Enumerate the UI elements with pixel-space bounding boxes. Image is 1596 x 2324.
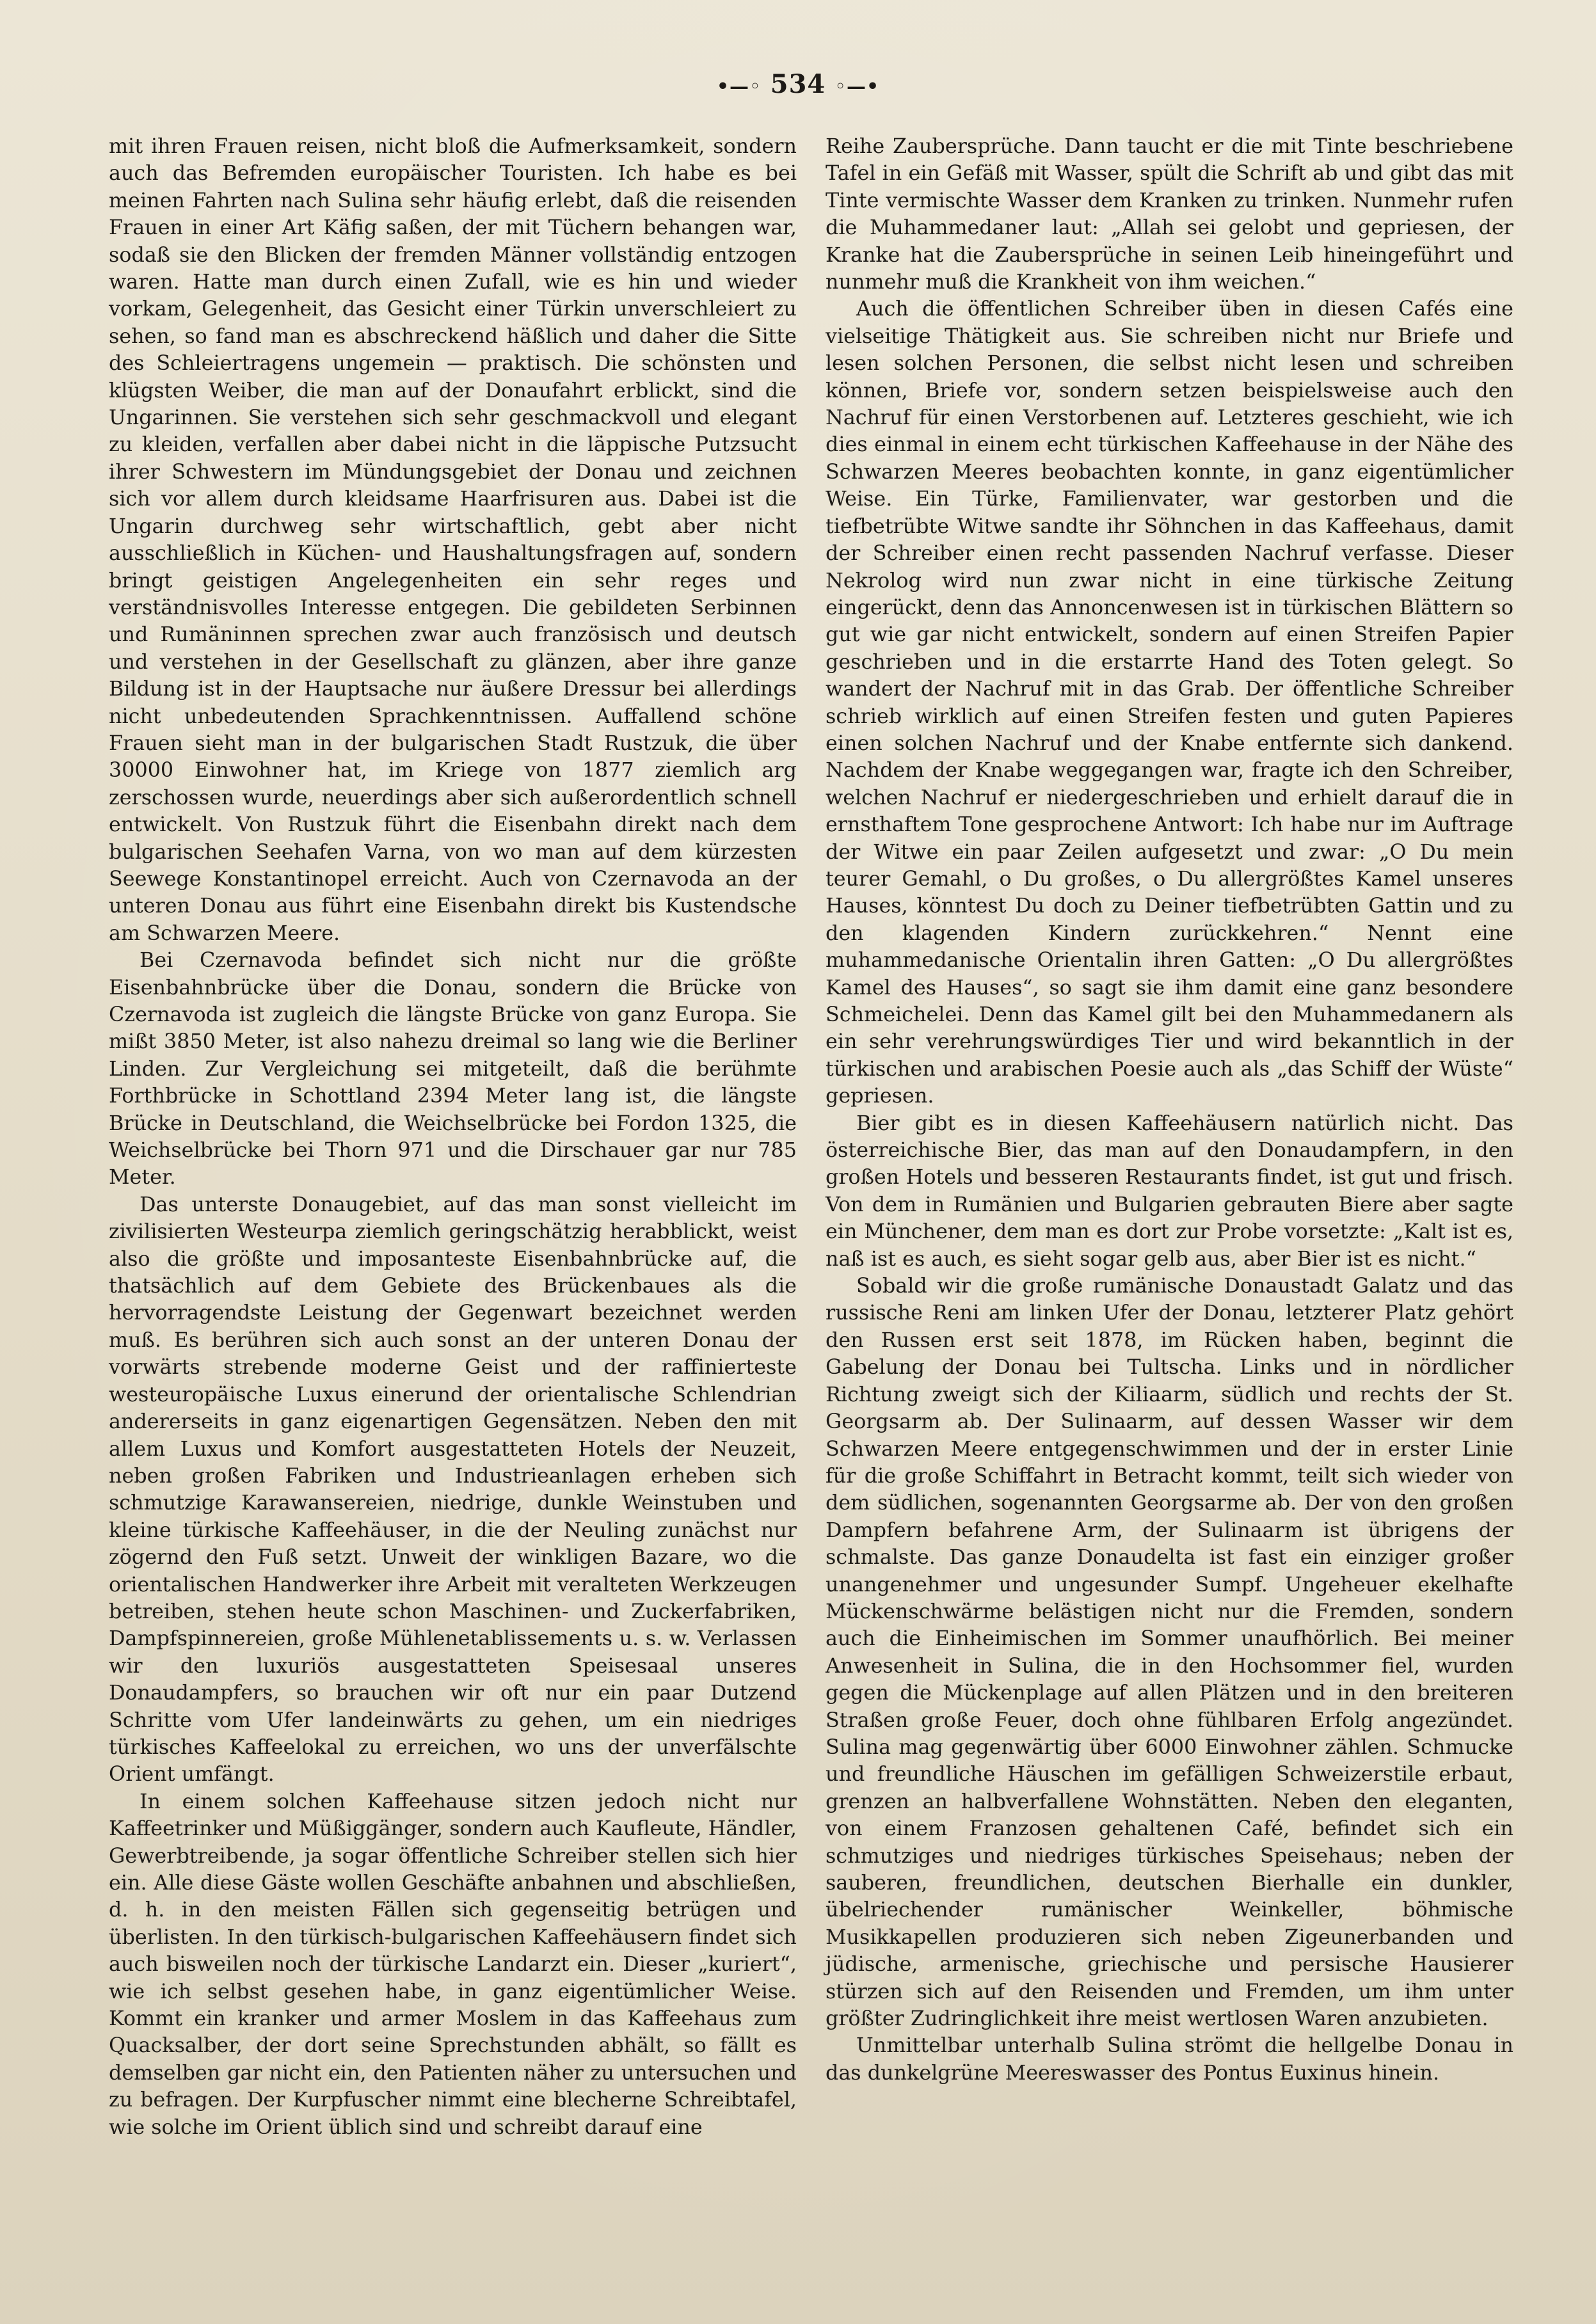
right-column: [826, 133, 1513, 2087]
page-number: 534: [770, 69, 826, 99]
paragraph: Reihe Zaubersprüche. Dann taucht er die mit Tinte beschriebene Tafel in ein Gefäß mit Wasser, spült die Schrift ab und gibt das mit Tinte vermischte Wasser dem Kranken zu trinken. Nunmehr rufen die Muhammedaner laut: „Allah sei gelobt und gepriesen, der Kranke hat die Zaubersprüche in seinen Leib hineingeführt und nunmehr muß die Krankheit von ihm weichen.“: [826, 134, 1513, 294]
paragraph: Sobald wir die große rumänische Donaustadt Galatz und das russische Reni am linken Ufer der Donau, letzterer Platz gehört den Russen erst seit 1878, im Rücken haben, beginnt die Gabelung der Donau bei Tultscha. Links und in nördlicher Richtung zweigt sich der Kiliaarm, südlich und rechts der St. Georgsarm ab. Der Sulinaarm, auf dessen Wasser wir dem Schwarzen Meere entgegenschwimmen und der in erster Linie für die große Schiffahrt in Betracht kommt, teilt sich wieder von dem südlichen, sogenannten Georgsarme ab. Der von den großen Dampfern befahrene Arm, der Sulinaarm ist übrigens der schmalste. Das ganze Donaudelta ist fast ein einziger großer unangenehmer und ungesunder Sumpf. Ungeheuer ekelhafte Mückenschwärme belästigen nicht nur die Fremden, sondern auch die Einheimischen im Sommer unaufhörlich. Bei meiner Anwesenheit in Sulina, die in den Hochsommer fiel, wurden gegen die Mückenplage auf allen Plätzen und in den breiteren Straßen große Feuer, doch ohne fühlbaren Erfolg angezündet. Sulina mag gegenwärtig über 6000 Einwohner zählen. Schmucke und freundliche Häuschen im gefälligen Schweizerstile erbaut, grenzen an halbverfallene Wohnstätten. Neben den eleganten, von einem Franzosen gehaltenen Café, befindet sich ein schmutziges und niedriges türkisches Speisehaus; neben der sauberen, freundlichen, deutschen Bierhalle ein dunkler, übelriechender rumänischer Weinkeller, böhmische Musikkapellen produzieren sich neben Zigeunerbanden und jüdische, armenische, griechische und persische Hausierer stürzen sich auf den Reisenden und Fremden, um ihm unter größter Zudringlichkeit ihre meist wertlosen Waren anzubieten.: [826, 1274, 1513, 2031]
paragraph: Das unterste Donaugebiet, auf das man sonst vielleicht im zivilisierten Westeurpa ziemlich geringschätzig herabblickt, weist also die größte und imposanteste Eisenbahnbrücke auf, die thatsächlich auf dem Gebiete des Brückenbaues als die hervorragendste Leistung der Gegenwart bezeichnet werden muß. Es berühren sich auch sonst an der unteren Donau der vorwärts strebende moderne Geist und der raffinierteste westeuropäische Luxus einerund der orientalische Schlendrian andererseits in ganz eigenartigen Gegensätzen. Neben den mit allem Luxus und Komfort ausgestatteten Hotels der Neuzeit, neben großen Fabriken und Industrieanlagen erheben sich schmutzige Karawansereien, niedrige, dunkle Weinstuben und kleine türkische Kaffeehäuser, in die der Neuling zunächst nur zögernd den Fuß setzt. Unweit der winkligen Bazare, wo die orientalischen Handwerker ihre Arbeit mit veralteten Werkzeugen betreiben, stehen heute schon Maschinen- und Zuckerfabriken, Dampfspinnereien, große Mühlenetablissements u. s. w. Verlassen wir den luxuriös ausgestatteten Speisesaal unseres Donaudampfers, so brauchen wir oft nur ein paar Dutzend Schritte vom Ufer landeinwärts zu gehen, um ein niedriges türkisches Kaffeelokal zu erreichen, wo uns der unverfälschte Orient umfängt.: [109, 1192, 797, 1787]
page-header: [0, 69, 1596, 99]
paragraph: mit ihren Frauen reisen, nicht bloß die Aufmerksamkeit, sondern auch das Befremden europäischer Touristen. Ich habe es bei meinen Fahrten nach Sulina sehr häufig erlebt, daß die reisenden Frauen in einer Art Käfig saßen, der mit Tüchern behangen war, sodaß sie den Blicken der fremden Männer vollständig entzogen waren. Hatte man durch einen Zufall, wie es hin und wieder vorkam, Gelegenheit, das Gesicht einer Türkin unverschleiert zu sehen, so fand man es abschreckend häßlich und daher die Sitte des Schleiertragens ungemein — praktisch. Die schönsten und klügsten Weiber, die man auf der Donaufahrt erblickt, sind die Ungarinnen. Sie verstehen sich sehr geschmackvoll und elegant zu kleiden, verfallen aber dabei nicht in die läppische Putzsucht ihrer Schwestern im Mündungsgebiet der Donau und zeichnen sich vor allem durch kleidsame Haarfrisuren aus. Dabei ist die Ungarin durchweg sehr wirtschaftlich, gebt aber nicht ausschließlich in Küchen- und Haushaltungsfragen auf, sondern bringt geistigen Angelegenheiten ein sehr reges und verständnisvolles Interesse entgegen. Die gebildeten Serbinnen und Rumäninnen sprechen zwar auch französisch und deutsch und verstehen in der Gesellschaft zu glänzen, aber ihre ganze Bildung ist in der Hauptsache nur äußere Dressur bei allerdings nicht unbedeutenden Sprachkenntnissen. Auffallend schöne Frauen sieht man in der bulgarischen Stadt Rustzuk, die über 30000 Einwohner hat, im Kriege von 1877 ziemlich arg zerschossen wurde, neuerdings aber sich außerordentlich schnell entwickelt. Von Rustzuk führt die Eisenbahn direkt nach dem bulgarischen Seehafen Varna, von wo man auf dem kürzesten Seewege Konstantinopel erreicht. Auch von Czernavoda an der unteren Donau aus führt eine Eisenbahn direkt bis Kustendsche am Schwarzen Meere.: [109, 134, 797, 945]
left-column: [109, 133, 797, 2141]
paragraph: Auch die öffentlichen Schreiber üben in diesen Cafés eine vielseitige Thätigkeit aus. Sie schreiben nicht nur Briefe und lesen solchen Personen, die selbst nicht lesen und schreiben können, Briefe vor, sondern setzen beispielsweise auch den Nachruf für einen Verstorbenen auf. Letzteres geschieht, wie ich dies einmal in einem echt türkischen Kaffeehause in der Nähe des Schwarzen Meeres beobachten konnte, in ganz eigentümlicher Weise. Ein Türke, Familienvater, war gestorben und die tiefbetrübte Witwe sandte ihr Söhnchen in das Kaffeehaus, damit der Schreiber einen recht passenden Nachruf verfasse. Dieser Nekrolog wird nun zwar nicht in eine türkische Zeitung eingerückt, denn das Annoncenwesen ist in türkischen Blättern so gut wie gar nicht entwickelt, sondern auf einen Streifen Papier geschrieben und in die erstarrte Hand des Toten gelegt. So wandert der Nachruf mit in das Grab. Der öffentliche Schreiber schrieb wirklich auf einen Streifen festen und guten Papieres einen solchen Nachruf und der Knabe entfernte sich dankend. Nachdem der Knabe weggegangen war, fragte ich den Schreiber, welchen Nachruf er niedergeschrieben und erhielt darauf die in ernsthaftem Tone gesprochene Antwort: Ich habe nur im Auftrage der Witwe ein paar Zeilen aufgesetzt und zwar: „O Du mein teurer Gemahl, o Du großes, o Du allergrößtes Kamel unseres Hauses, könntest Du doch zu Deiner tiefbetrübten Gattin und zu den klagenden Kindern zurückkehren.“ Nennt eine muhammedanische Orientalin ihren Gatten: „O Du allergrößtes Kamel des Hauses“, so sagt sie ihm damit eine ganz besondere Schmeichelei. Denn das Kamel gilt bei den Muhammedanern als ein sehr verehrungswürdiges Tier und wird bekanntlich in der türkischen und arabischen Poesie auch als „das Schiff der Wüste“ gepriesen.: [826, 297, 1513, 1108]
paragraph: Bei Czernavoda befindet sich nicht nur die größte Eisenbahnbrücke über die Donau, sondern die Brücke von Czernavoda ist zugleich die längste Brücke von ganz Europa. Sie mißt 3850 Meter, ist also nahezu dreimal so lang wie die Berliner Linden. Zur Vergleichung sei mitgeteilt, daß die berühmte Forthbrücke in Schottland 2394 Meter lang ist, die längste Brücke in Deutschland, die Weichselbrücke bei Fordon 1325, die Weichselbrücke bei Thorn 971 und die Dirschauer gar nur 785 Meter.: [109, 948, 797, 1190]
paragraph: Unmittelbar unterhalb Sulina strömt die hellgelbe Donau in das dunkelgrüne Meereswasser des Pontus Euxinus hinein.: [826, 2034, 1513, 2085]
paragraph: In einem solchen Kaffeehause sitzen jedoch nicht nur Kaffeetrinker und Müßiggänger, sondern auch Kaufleute, Händler, Gewerbtreibende, ja sogar öffentliche Schreiber stellen sich hier ein. Alle diese Gäste wollen Geschäfte anbahnen und abschließen, d. h. in den meisten Fällen sich gegenseitig betrügen und überlisten. In den türkisch-bulgarischen Kaffeehäusern findet sich auch bisweilen noch der türkische Landarzt ein. Dieser „kuriert“, wie ich selbst gesehen habe, in ganz eigentümlicher Weise. Kommt ein kranker und armer Moslem in das Kaffeehaus zum Quacksalber, der dort seine Sprechstunden abhält, so fällt es demselben gar nicht ein, den Patienten näher zu untersuchen und zu befragen. Der Kurpfuscher nimmt eine blecherne Schreibtafel, wie solche im Orient üblich sind und schreibt darauf eine: [109, 1789, 797, 2139]
ornament-left: •—◦: [716, 75, 762, 98]
ornament-right: ◦—•: [834, 75, 880, 98]
paragraph: Bier gibt es in diesen Kaffeehäusern natürlich nicht. Das österreichische Bier, das man auf den Donaudampfern, in den großen Hotels und besseren Restaurants findet, ist gut und frisch. Von dem in Rumänien und Bulgarien gebrauten Biere aber sagte ein Münchener, dem man es dort zur Probe vorsetzte: „Kalt ist es, naß ist es auch, es sieht sogar gelb aus, aber Bier ist es nicht.“: [826, 1111, 1513, 1271]
